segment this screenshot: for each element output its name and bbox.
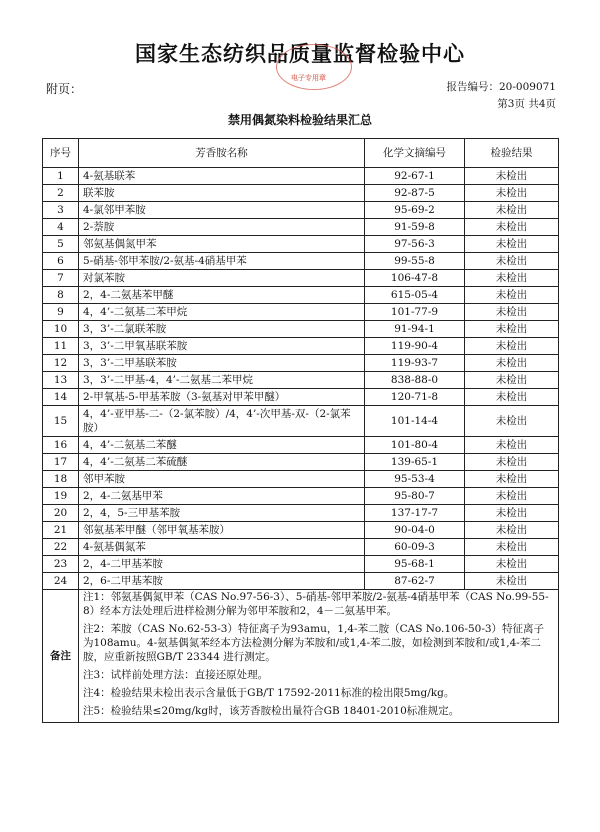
result-cell: 未检出 bbox=[465, 168, 559, 185]
cas-number-cell: 838-88-0 bbox=[365, 372, 465, 389]
table-row bbox=[43, 488, 559, 505]
result-cell: 未检出 bbox=[465, 437, 559, 454]
column-header-seq: 序号 bbox=[43, 139, 79, 168]
seq-cell: 2 bbox=[43, 185, 79, 202]
cas-number-cell: 615-05-4 bbox=[365, 287, 465, 304]
amine-name-cell: 3，3’-二甲基联苯胺 bbox=[79, 355, 365, 372]
result-cell: 未检出 bbox=[465, 287, 559, 304]
cas-number-cell: 92-67-1 bbox=[365, 168, 465, 185]
amine-name-cell: 2，4-二氨基甲苯 bbox=[79, 488, 365, 505]
result-cell: 未检出 bbox=[465, 471, 559, 488]
cas-number-cell: 95-80-7 bbox=[365, 488, 465, 505]
cas-number-cell: 91-59-8 bbox=[365, 219, 465, 236]
amine-name-cell: 3，3’-二甲基-4，4’-二氨基二苯甲烷 bbox=[79, 372, 365, 389]
cas-number-cell: 92-87-5 bbox=[365, 185, 465, 202]
result-cell: 未检出 bbox=[465, 539, 559, 556]
result-cell: 未检出 bbox=[465, 236, 559, 253]
result-cell: 未检出 bbox=[465, 573, 559, 590]
result-cell: 未检出 bbox=[465, 219, 559, 236]
amine-name-cell: 4-氨基偶氮苯 bbox=[79, 539, 365, 556]
cas-number-cell: 87-62-7 bbox=[365, 573, 465, 590]
seq-cell: 1 bbox=[43, 168, 79, 185]
seq-cell: 3 bbox=[43, 202, 79, 219]
result-cell: 未检出 bbox=[465, 406, 559, 437]
cas-number-cell: 139-65-1 bbox=[365, 454, 465, 471]
result-cell: 未检出 bbox=[465, 253, 559, 270]
amine-name-cell: 邻甲苯胺 bbox=[79, 471, 365, 488]
table-row bbox=[43, 304, 559, 321]
result-cell: 未检出 bbox=[465, 454, 559, 471]
amine-name-cell: 4，4’-二氨基二苯醚 bbox=[79, 437, 365, 454]
organization-title: 国家生态纺织品质量监督检验中心 bbox=[135, 42, 465, 66]
seq-cell: 5 bbox=[43, 236, 79, 253]
amine-name-cell: 4-氯邻甲苯胺 bbox=[79, 202, 365, 219]
seq-cell: 11 bbox=[43, 338, 79, 355]
table-row bbox=[43, 321, 559, 338]
table-row bbox=[43, 253, 559, 270]
amine-name-cell: 邻氨基苯甲醚（邻甲氧基苯胺） bbox=[79, 522, 365, 539]
notes-label: 备注 bbox=[43, 590, 79, 723]
seq-cell: 22 bbox=[43, 539, 79, 556]
result-cell: 未检出 bbox=[465, 372, 559, 389]
seq-cell: 16 bbox=[43, 437, 79, 454]
amine-name-cell: 4-氨基联苯 bbox=[79, 168, 365, 185]
amine-name-cell: 4，4’-亚甲基-二-（2-氯苯胺）/4，4’-次甲基-双-（2-氯苯胺） bbox=[79, 406, 365, 437]
table-row bbox=[43, 270, 559, 287]
seq-cell: 12 bbox=[43, 355, 79, 372]
table-row bbox=[43, 556, 559, 573]
cas-number-cell: 101-80-4 bbox=[365, 437, 465, 454]
cas-number-cell: 101-14-4 bbox=[365, 406, 465, 437]
seal-text: 电子专用章 bbox=[291, 74, 326, 82]
table-row bbox=[43, 389, 559, 406]
table-row bbox=[43, 219, 559, 236]
cas-number-cell: 101-77-9 bbox=[365, 304, 465, 321]
note-3: 注3：试样前处理方法：直接还原处理。 bbox=[83, 669, 269, 681]
notes-row bbox=[43, 590, 559, 723]
amine-name-cell: 5-硝基-邻甲苯胺/2-氨基-4硝基甲苯 bbox=[79, 253, 365, 270]
result-cell: 未检出 bbox=[465, 355, 559, 372]
table-row bbox=[43, 372, 559, 389]
result-cell: 未检出 bbox=[465, 488, 559, 505]
amine-name-cell: 2-甲氧基-5-甲基苯胺（3-氨基对甲苯甲醚） bbox=[79, 389, 365, 406]
amine-name-cell: 3，3’-二甲氧基联苯胺 bbox=[79, 338, 365, 355]
amine-name-cell: 2，6-二甲基苯胺 bbox=[79, 573, 365, 590]
result-cell: 未检出 bbox=[465, 304, 559, 321]
table-body bbox=[43, 168, 559, 590]
seq-cell: 7 bbox=[43, 270, 79, 287]
seq-cell: 20 bbox=[43, 505, 79, 522]
amine-name-cell: 2，4-二甲基苯胺 bbox=[79, 556, 365, 573]
table-row bbox=[43, 573, 559, 590]
result-cell: 未检出 bbox=[465, 522, 559, 539]
result-cell: 未检出 bbox=[465, 338, 559, 355]
table-row bbox=[43, 471, 559, 488]
amine-name-cell: 联苯胺 bbox=[79, 185, 365, 202]
table-row bbox=[43, 168, 559, 185]
cas-number-cell: 119-93-7 bbox=[365, 355, 465, 372]
amine-name-cell: 2-萘胺 bbox=[79, 219, 365, 236]
attachment-label: 附页： bbox=[46, 82, 83, 96]
seq-cell: 10 bbox=[43, 321, 79, 338]
result-cell: 未检出 bbox=[465, 202, 559, 219]
result-cell: 未检出 bbox=[465, 270, 559, 287]
note-2: 注2：苯胺（CAS No.62-53-3）特征离子为93amu，1,4-苯二胺（CAS No.106-50-3）特征离子为108amu。4-氨基偶氮苯经本方法检测分解为苯胺和/或1,4-苯二胺，如检测到苯胺和/或1,4-苯二胺，应重新按照GB/T 23344 进行测定。 bbox=[83, 623, 545, 663]
cas-number-cell: 91-94-1 bbox=[365, 321, 465, 338]
amine-name-cell: 2，4-二氨基苯甲醚 bbox=[79, 287, 365, 304]
cas-number-cell: 95-53-4 bbox=[365, 471, 465, 488]
seq-cell: 15 bbox=[43, 406, 79, 437]
cas-number-cell: 95-68-1 bbox=[365, 556, 465, 573]
cas-number-cell: 99-55-8 bbox=[365, 253, 465, 270]
column-header-result: 检验结果 bbox=[465, 139, 559, 168]
table-row bbox=[43, 454, 559, 471]
seq-cell: 24 bbox=[43, 573, 79, 590]
official-seal bbox=[276, 44, 352, 90]
cas-number-cell: 60-09-3 bbox=[365, 539, 465, 556]
result-cell: 未检出 bbox=[465, 185, 559, 202]
seq-cell: 19 bbox=[43, 488, 79, 505]
table-row bbox=[43, 539, 559, 556]
notes-cell bbox=[79, 590, 559, 723]
note-1: 注1：邻氨基偶氮甲苯（CAS No.97-56-3）、5-硝基-邻甲苯胺/2-氨基-4硝基甲苯（CAS No.99-55-8）经本方法处理后进样检测分解为邻甲苯胺和2，4－二氨基甲苯。 bbox=[83, 591, 549, 617]
table-row bbox=[43, 338, 559, 355]
seq-cell: 4 bbox=[43, 219, 79, 236]
note-4: 注4：检验结果未检出表示含量低于GB/T 17592-2011标准的检出限5mg/kg。 bbox=[83, 687, 455, 699]
results-table bbox=[42, 138, 559, 723]
amine-name-cell: 对氯苯胺 bbox=[79, 270, 365, 287]
table-row bbox=[43, 202, 559, 219]
seq-cell: 17 bbox=[43, 454, 79, 471]
table-header-row bbox=[43, 139, 559, 168]
seq-cell: 23 bbox=[43, 556, 79, 573]
result-cell: 未检出 bbox=[465, 505, 559, 522]
column-header-cas: 化学文摘编号 bbox=[365, 139, 465, 168]
seq-cell: 6 bbox=[43, 253, 79, 270]
amine-name-cell: 邻氨基偶氮甲苯 bbox=[79, 236, 365, 253]
table-row bbox=[43, 287, 559, 304]
table-row bbox=[43, 505, 559, 522]
table-row bbox=[43, 406, 559, 437]
cas-number-cell: 106-47-8 bbox=[365, 270, 465, 287]
seq-cell: 14 bbox=[43, 389, 79, 406]
amine-name-cell: 4，4’-二氨基二苯甲烷 bbox=[79, 304, 365, 321]
seq-cell: 21 bbox=[43, 522, 79, 539]
result-cell: 未检出 bbox=[465, 556, 559, 573]
amine-name-cell: 3，3’-二氯联苯胺 bbox=[79, 321, 365, 338]
table-row bbox=[43, 437, 559, 454]
seq-cell: 9 bbox=[43, 304, 79, 321]
page-indicator: 第3页 共4页 bbox=[497, 98, 556, 110]
result-cell: 未检出 bbox=[465, 389, 559, 406]
amine-name-cell: 2，4，5-三甲基苯胺 bbox=[79, 505, 365, 522]
cas-number-cell: 97-56-3 bbox=[365, 236, 465, 253]
table-row bbox=[43, 236, 559, 253]
seq-cell: 18 bbox=[43, 471, 79, 488]
table-row bbox=[43, 522, 559, 539]
report-number: 报告编号：20-009071 bbox=[446, 81, 556, 93]
note-5: 注5：检验结果≤20mg/kg时，该芳香胺检出量符合GB 18401-2010标准规定。 bbox=[83, 705, 460, 717]
table-title: 禁用偶氮染料检验结果汇总 bbox=[227, 113, 372, 127]
cas-number-cell: 95-69-2 bbox=[365, 202, 465, 219]
cas-number-cell: 119-90-4 bbox=[365, 338, 465, 355]
seq-cell: 13 bbox=[43, 372, 79, 389]
cas-number-cell: 120-71-8 bbox=[365, 389, 465, 406]
cas-number-cell: 90-04-0 bbox=[365, 522, 465, 539]
result-cell: 未检出 bbox=[465, 321, 559, 338]
column-header-name: 芳香胺名称 bbox=[79, 139, 365, 168]
seq-cell: 8 bbox=[43, 287, 79, 304]
table-row bbox=[43, 355, 559, 372]
table-row bbox=[43, 185, 559, 202]
cas-number-cell: 137-17-7 bbox=[365, 505, 465, 522]
amine-name-cell: 4，4’-二氨基二苯硫醚 bbox=[79, 454, 365, 471]
